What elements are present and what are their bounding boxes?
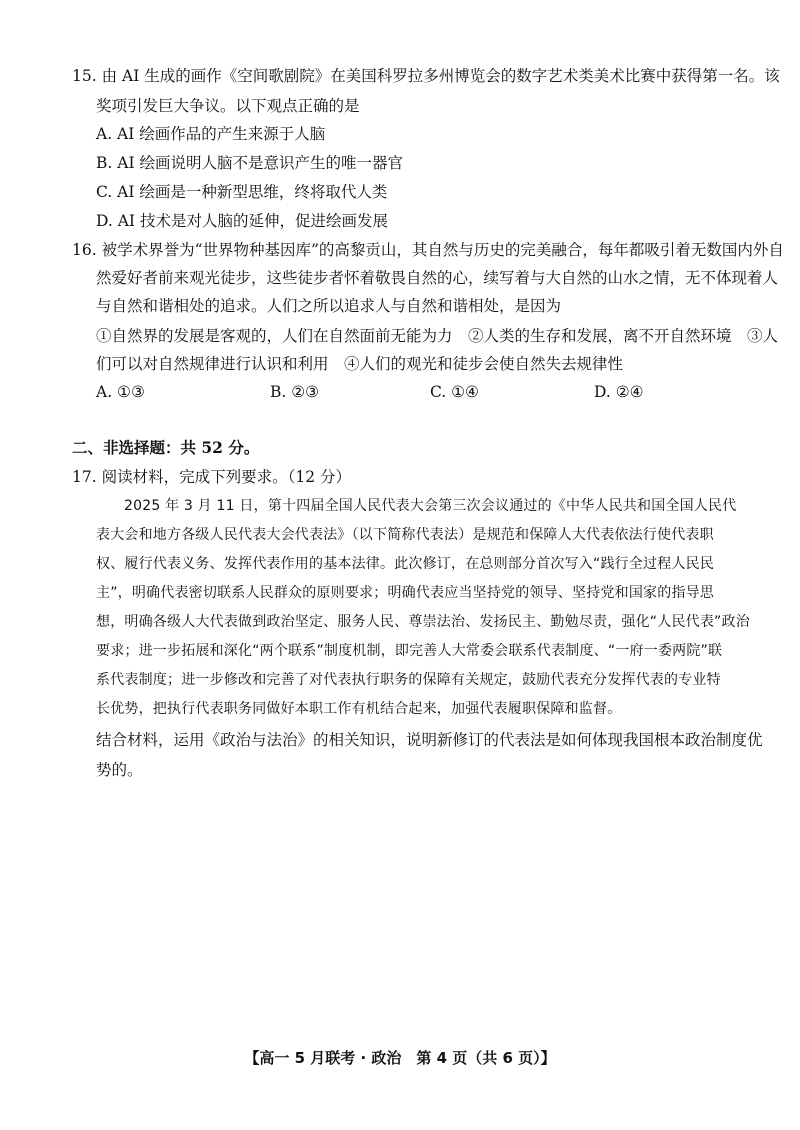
q15-option-d: D. AI 技术是对人脑的延伸，促进绘画发展: [96, 212, 388, 230]
q15-option-c: C. AI 绘画是一种新型思维，终将取代人类: [96, 183, 388, 201]
q16-option-a: A. ①③: [96, 383, 145, 401]
q16-stem-line-2: 然爱好者前来观光徒步，这些徒步者怀着敬畏自然的心，续写着与大自然的山水之情，无不体现着人: [96, 269, 779, 287]
q15-stem-line-2: 奖项引发巨大争议。以下观点正确的是: [96, 97, 360, 115]
q15-option-b: B. AI 绘画说明人脑不是意识产生的唯一器官: [96, 154, 403, 172]
q17-header: 17. 阅读材料，完成下列要求。（12 分）: [72, 468, 351, 486]
q15-option-a: A. AI 绘画作品的产生来源于人脑: [96, 125, 326, 143]
q15-stem-line-1: 15. 由 AI 生成的画作《空间歌剧院》在美国科罗拉多州博览会的数字艺术类美术比赛中获得第一名。该: [72, 67, 780, 85]
q17-material-line-6: 要求；进一步拓展和深化“两个联系”制度机制，即完善人大常委会联系代表制度、“一府一委两院”联: [96, 643, 723, 659]
q16-option-d: D. ②④: [594, 383, 644, 401]
q17-material-line-3: 权、履行代表义务、发挥代表作用的基本法律。此次修订，在总则部分首次写入“践行全过程人民民: [96, 556, 715, 572]
q16-stem-line-3: 与自然和谐相处的追求。人们之所以追求人与自然和谐相处，是因为: [96, 297, 562, 315]
q17-material-line-4: 主”，明确代表密切联系人民群众的原则要求；明确代表应当坚持党的领导、坚持党和国家的指导思: [96, 585, 715, 601]
q16-statement-line-1: ①自然界的发展是客观的，人们在自然面前无能为力 ②人类的生存和发展，离不开自然环境 ③人: [96, 327, 779, 345]
q16-statement-line-2: 们可以对自然规律进行认识和利用 ④人们的观光和徒步会使自然失去规律性: [96, 355, 624, 373]
q17-material-line-7: 系代表制度；进一步修改和完善了对代表执行职务的保障有关规定，鼓励代表充分发挥代表的专业特: [96, 672, 721, 688]
q17-question-line-1: 结合材料，运用《政治与法治》的相关知识，说明新修订的代表法是如何体现我国根本政治制度优: [96, 731, 763, 749]
q17-material-line-5: 想，明确各级人大代表做到政治坚定、服务人民、尊崇法治、发扬民主、勤勉尽责，强化“人民代表”政治: [96, 614, 750, 630]
q16-stem-line-1: 16. 被学术界誉为“世界物种基因库”的高黎贡山，其自然与历史的完美融合，每年都吸引着无数国内外自: [72, 241, 784, 259]
q17-material-line-8: 长优势，把执行代表职务同做好本职工作有机结合起来，加强代表履职保障和监督。: [96, 701, 622, 717]
section-2-title: 二、非选择题：共 52 分。: [72, 438, 260, 457]
q17-material-line-1: 2025 年 3 月 11 日，第十四届全国人民代表大会第三次会议通过的《中华人民共和国全国人民代: [124, 498, 737, 514]
q17-material-line-2: 表大会和地方各级人民代表大会代表法》（以下简称代表法）是规范和保障人大代表依法行使代表职: [96, 527, 714, 543]
page-footer: 【高一 5 月联考 · 政治 第 4 页（共 6 页）】: [244, 1049, 556, 1067]
q16-option-c: C. ①④: [430, 383, 479, 401]
q17-question-line-2: 势的。: [96, 761, 143, 779]
q16-option-b: B. ②③: [270, 383, 320, 401]
